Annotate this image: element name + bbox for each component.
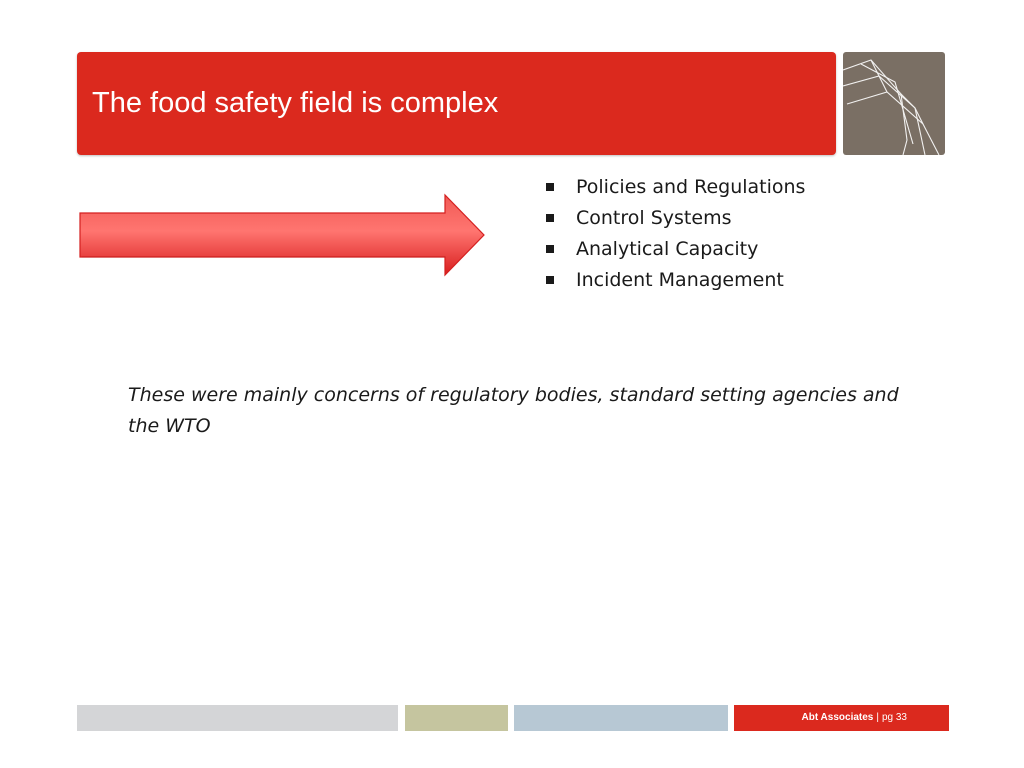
footer-band-red: [734, 705, 949, 731]
square-bullet-icon: [546, 245, 554, 253]
footer-company: Abt Associates: [801, 712, 874, 723]
square-bullet-icon: [546, 276, 554, 284]
list-item-label: Control Systems: [576, 207, 732, 229]
right-arrow-icon: [78, 193, 488, 277]
title-bar: [77, 52, 836, 155]
list-item-label: Analytical Capacity: [576, 238, 759, 260]
page-number: pg 33: [881, 712, 907, 723]
footer-band-gray: [77, 705, 398, 731]
footer-band-olive: [405, 705, 508, 731]
list-item: [546, 235, 805, 266]
footer-band-blue: [514, 705, 728, 731]
footer-label: [801, 712, 907, 723]
slide-title: The food safety field is complex: [92, 87, 499, 119]
bullet-list: [546, 173, 805, 297]
list-item: [546, 173, 805, 204]
footer-separator: |: [876, 712, 879, 723]
list-item: [546, 266, 805, 297]
list-item-label: Incident Management: [576, 269, 784, 291]
square-bullet-icon: [546, 183, 554, 191]
list-item: [546, 204, 805, 235]
list-item-label: Policies and Regulations: [576, 176, 806, 198]
abt-associates-logo-icon: [843, 52, 945, 155]
square-bullet-icon: [546, 214, 554, 222]
note-text: These were mainly concerns of regulatory bodies, standard setting agencies and the WTO: [128, 384, 899, 437]
